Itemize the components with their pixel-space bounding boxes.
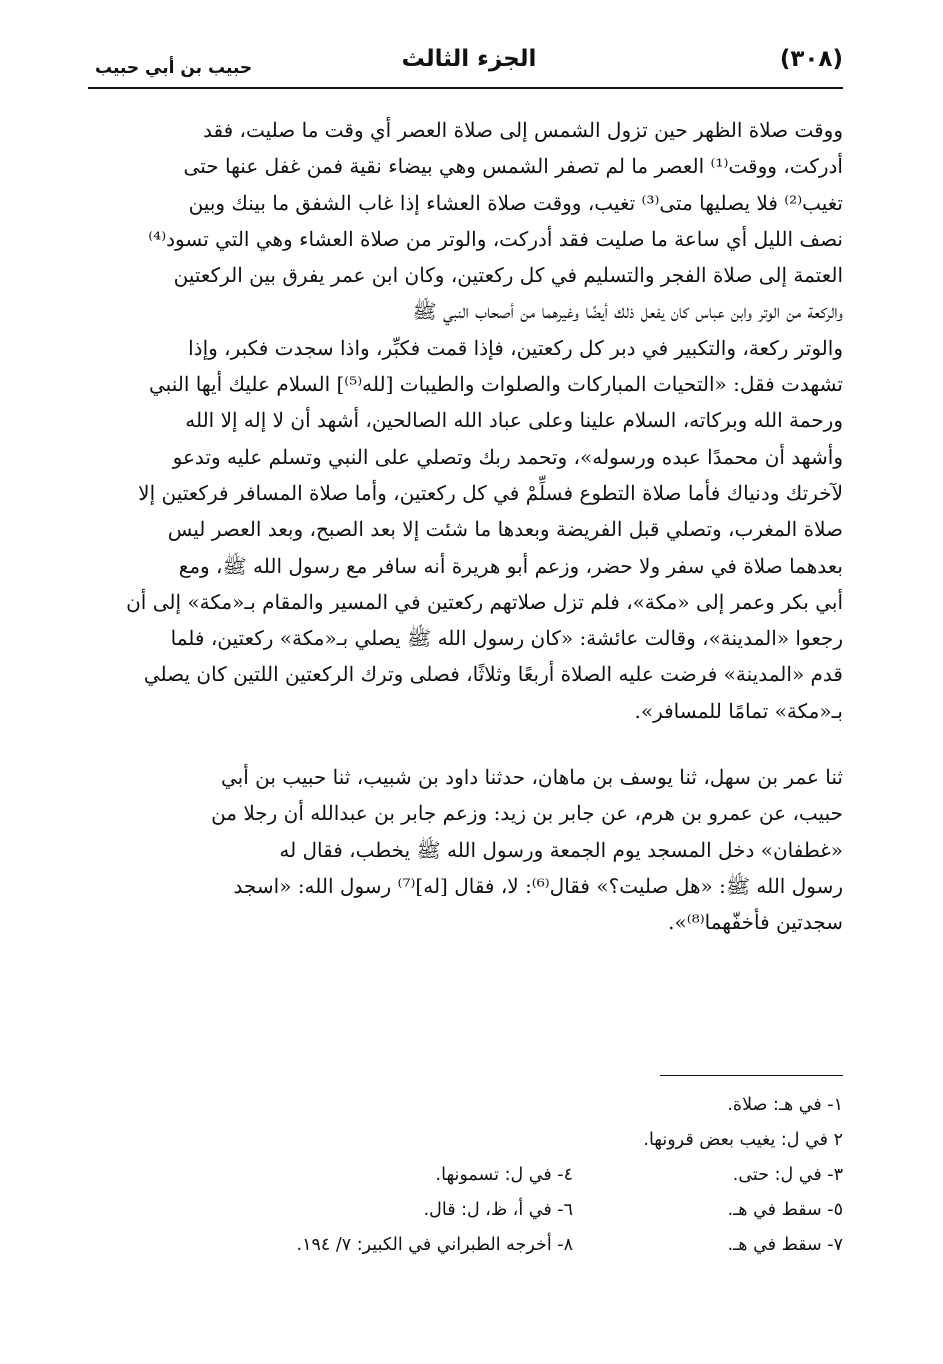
main-text [96, 112, 843, 941]
page-header [95, 42, 843, 82]
running-title: حبيب بن أبي حبيب [95, 58, 253, 78]
text-line: نصف الليل أي ساعة ما صليت فقد أدركت، والوتر من صلاة العشاء وهي التي تسود⁽⁴⁾ [148, 226, 843, 251]
text-line: ووقت صلاة الظهر حين تزول الشمس إلى صلاة العصر أي وقت ما صليت، فقد [202, 118, 843, 142]
footnote-row [230, 1123, 843, 1158]
footnote-1: ١- في هـ: صلاة. [727, 1095, 843, 1115]
text-line: بـ«مكة» تمامًا للمسافر». [634, 698, 843, 723]
text-line: حبيب، عن عمرو بن هرم، عن جابر بن زيد: وزعم جابر بن عبدالله أن رجلا من [211, 801, 843, 826]
text-line: رجعوا «المدينة»، وقالت عائشة: «كان رسول الله ﷺ يصلي بـ«مكة» ركعتين، فلما [170, 626, 843, 651]
paragraph-2 [96, 759, 843, 940]
text-line: أدركت، ووقت⁽¹⁾ العصر ما لم تصفر الشمس وهي بيضاء نقية فمن غفل عنها حتى [183, 154, 843, 179]
footnote-2: ٢ في ل: يغيب بعض قرونها. [643, 1130, 843, 1150]
footnotes [230, 1088, 843, 1263]
text-line: تشهدت فقل: «التحيات المباركات والصلوات والطيبات [لله⁽⁵⁾] السلام عليك أيها النبي [148, 372, 843, 397]
text-line: رسول الله ﷺ: «هل صليت؟» فقال⁽⁶⁾: لا، فقال [له]⁽⁷⁾ رسول الله: «اسجد [233, 873, 843, 898]
text-line: ثنا عمر بن سهل، ثنا يوسف بن ماهان، حدثنا داود بن شبيب، ثنا حبيب بن أبي [220, 765, 843, 790]
footnote-row [230, 1158, 843, 1193]
footnote-5: ٥- سقط في هـ. [727, 1200, 843, 1220]
text-line: لآخرتك ودنياك فأما صلاة التطوع فسلِّمْ في كل ركعتين، وأما صلاة المسافر فركعتين إلا [138, 480, 843, 505]
paragraph-1 [96, 112, 843, 729]
text-line: والوتر ركعة، والتكبير في دبر كل ركعتين، فإذا قمت فكبِّر، واذا سجدت فكبر، وإذا [188, 335, 843, 360]
footnote-6: ٦- في أ، ظ، ل: قال. [423, 1200, 573, 1220]
footnote-row [230, 1193, 843, 1228]
footnote-row [230, 1088, 843, 1123]
page-number: (٣٠٨) [779, 46, 843, 72]
text-line: والركعة من الوتر وابن عباس كان يفعل ذلك أيضًا وغيرهما من أصحاب النبي ﷺ [412, 299, 843, 324]
text-line: ورحمة الله وبركاته، السلام علينا وعلى عباد الله الصالحين، أشهد أن لا إله إلا الله [185, 408, 843, 433]
text-line: العتمة إلى صلاة الفجر والتسليم في كل ركعتين، وكان ابن عمر يفرق بين الركعتين [173, 263, 843, 288]
footnote-8: ٨- أخرجه الطبراني في الكبير: ٧/ ١٩٤. [296, 1235, 573, 1255]
text-line: تغيب⁽²⁾ فلا يصليها متى⁽³⁾ تغيب، ووقت صلاة العشاء إذا غاب الشفق ما بينك وبين [188, 190, 843, 215]
footnote-row [230, 1228, 843, 1263]
text-line: وأشهد أن محمدًا عبده ورسوله»، وتحمد ربك وتصلي على النبي وتسلم عليه وتدعو [172, 444, 843, 469]
text-line: «غطفان» دخل المسجد يوم الجمعة ورسول الله ﷺ يخطب، فقال له [279, 837, 843, 862]
text-line: سجدتين فأخفّهما⁽⁸⁾». [668, 910, 843, 935]
footnote-divider [660, 1075, 843, 1076]
text-line: صلاة المغرب، وتصلي قبل الفريضة وبعدها ما شئت إلا بعد الصبح، وبعد العصر ليس [167, 517, 843, 542]
footnote-4: ٤- في ل: تسمونها. [435, 1165, 573, 1185]
part-title: الجزء الثالث [401, 46, 537, 72]
text-line: بعدهما صلاة في سفر ولا حضر، وزعم أبو هريرة أنه سافر مع رسول الله ﷺ، ومع [178, 553, 843, 578]
footnote-3: ٣- في ل: حتى. [732, 1165, 843, 1185]
text-line: أبي بكر وعمر إلى «مكة»، فلم تزل صلاتهم ركعتين في المسير والمقام بـ«مكة» إلى أن [126, 589, 843, 614]
header-divider [88, 87, 843, 89]
footnote-7: ٧- سقط في هـ. [727, 1235, 843, 1255]
text-line: قدم «المدينة» فرضت عليه الصلاة أربعًا وثلاثًا، فصلى وترك الركعتين اللتين كان يصلي [143, 662, 843, 687]
